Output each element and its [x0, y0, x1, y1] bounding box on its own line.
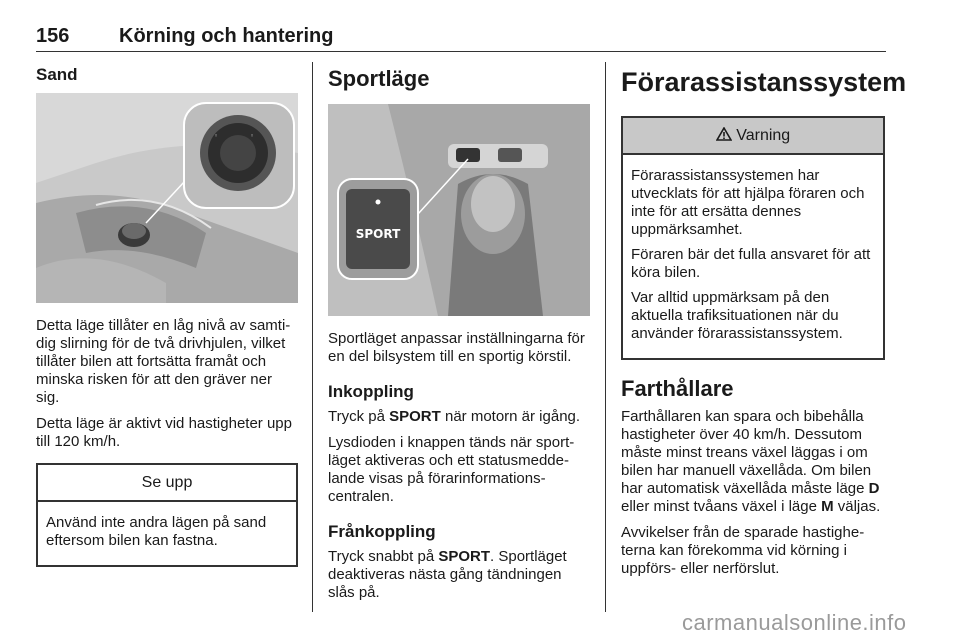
- subhead-inkoppling: Inkoppling: [328, 382, 414, 401]
- warning-body: [623, 155, 883, 358]
- warning-paragraph-1: Förarassistanssystemen har utvecklats för att hjälpa föraren och inte för att ersätta dennes uppmärksamhet.: [631, 167, 865, 238]
- subhead-frankoppling: Frånkoppling: [328, 522, 436, 541]
- caution-header: Se upp: [38, 465, 296, 502]
- caution-text: Använd inte andra lägen på sand eftersom bilen kan fastna.: [46, 514, 267, 549]
- sport-keyword: SPORT: [438, 548, 491, 565]
- frankoppling-paragraph: Tryck snabbt på SPORT. Sportläget deaktiveras nästa gång tändningen slås på.: [328, 548, 567, 601]
- gear-console-illustration: [328, 104, 590, 316]
- column-divider: [312, 62, 313, 612]
- warning-paragraph-2: Föraren bär det fulla ansvaret för att köra bilen.: [631, 246, 871, 281]
- sport-keyword: SPORT: [389, 408, 441, 425]
- column-sportlage: [328, 62, 590, 610]
- warning-box: [621, 116, 885, 360]
- sand-paragraph-2: Detta läge är aktivt vid hastigheter upp till 120 km/h.: [36, 415, 292, 450]
- inkoppling-paragraph-1: Tryck på SPORT när motorn är igång.: [328, 408, 581, 425]
- sand-mode-photo: [36, 93, 298, 303]
- sport-button-photo: [328, 104, 590, 316]
- console-illustration: [36, 93, 298, 303]
- section-title-sportlage: Sportläge: [328, 66, 430, 91]
- section-title-forarassistans: Förarassistanssystem: [621, 67, 907, 97]
- header-rule: [36, 51, 886, 52]
- warning-triangle-icon: [716, 127, 736, 144]
- page-header: [36, 22, 886, 50]
- sand-paragraph-1: Detta läge tillåter en låg nivå av samtidig slirning för de två drivhjulen, vilket tillåter bilen att fortsätta framåt och minska risken för att den gräver ner sig.: [36, 317, 291, 406]
- farthallare-paragraph-1: Farthållaren kan spara och bibehålla hastigheter över 40 km/h. Dessutom måste minst treans växel läggas i om bilen har manuell växellåda. Om bilen har automatisk växellåda måste läge D eller minst tvåans växel i läge M väljas.: [621, 408, 881, 515]
- inkoppling-paragraph-2: Lysdioden i knappen tänds när sportläget aktiveras och ett statusmeddelande visas på förarinformationscentralen.: [328, 434, 575, 505]
- column-forarassistans: [621, 62, 907, 586]
- chapter-title: Körning och hantering: [119, 25, 334, 47]
- warning-label: Varning: [736, 127, 791, 144]
- watermark: carmanualsonline.info: [682, 610, 907, 635]
- caution-body: [38, 502, 296, 565]
- warning-header: [623, 118, 883, 155]
- svg-text:◦: ◦: [250, 132, 255, 140]
- section-title-farthallare: Farthållare: [621, 376, 734, 401]
- column-divider: [605, 62, 606, 612]
- section-title-sand: Sand: [36, 65, 78, 84]
- warning-paragraph-3: Var alltid uppmärksam på den aktuella trafiksituationen när du använder förarassistanssystem.: [631, 289, 843, 342]
- farthallare-paragraph-2: Avvikelser från de sparade hastigheterna kan förekomma vid körning i uppförs- eller nerförslut.: [621, 524, 865, 577]
- caution-box: [36, 463, 298, 567]
- svg-text:◦: ◦: [214, 132, 219, 140]
- sport-button-label: SPORT: [355, 227, 401, 241]
- page-number: 156: [36, 25, 70, 47]
- sport-paragraph-1: Sportläget anpassar inställningarna för en del bilsystem till en sportig körstil.: [328, 330, 585, 365]
- column-sand: [36, 62, 298, 567]
